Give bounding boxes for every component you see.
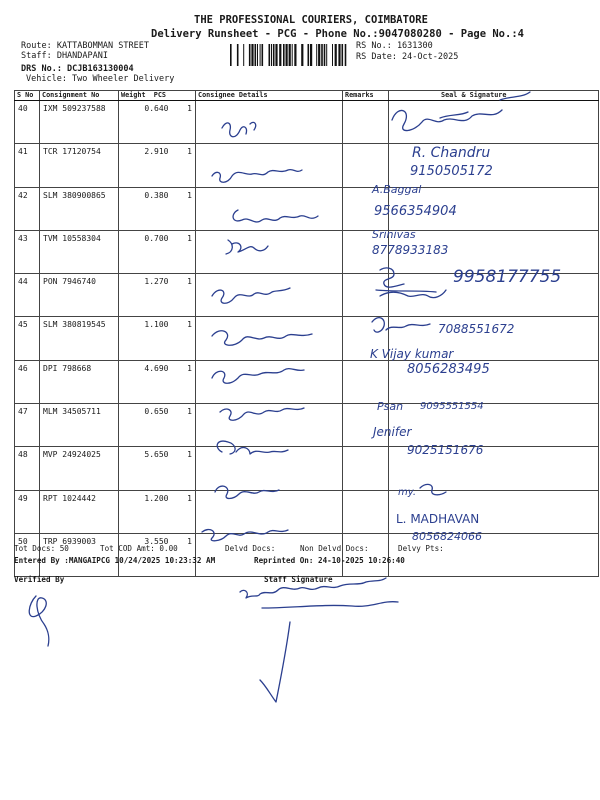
- cell-sno: 50: [15, 533, 40, 576]
- barcode-bar: [269, 44, 271, 66]
- handwriting-r43-phone: 8778933183: [372, 243, 449, 257]
- barcode-bar: [243, 44, 244, 66]
- cell-pcs: 1: [183, 274, 196, 317]
- vehicle: Vehicle: Two Wheeler Delivery: [26, 74, 175, 84]
- cell-consignee: [196, 490, 343, 533]
- handwriting-r42-phone: 9566354904: [374, 204, 457, 219]
- cell-consignment: SLM 380819545: [40, 317, 119, 360]
- handwriting-r47-phone: 9095551554: [420, 401, 484, 412]
- cell-consignee: [196, 187, 343, 230]
- verified-by-signature: [29, 596, 49, 646]
- handwriting-r50-name: L. MADHAVAN: [396, 512, 480, 526]
- cell-pcs: 1: [183, 187, 196, 230]
- handwriting-r43-name: Srinivas: [372, 228, 416, 241]
- cell-consignment: PON 7946740: [40, 274, 119, 317]
- cell-pcs: 1: [183, 533, 196, 576]
- barcode-bar: [332, 44, 333, 66]
- cell-sno: 45: [15, 317, 40, 360]
- company-title: THE PROFESSIONAL COURIERS, COIMBATORE: [194, 14, 428, 26]
- barcode-bar: [279, 44, 281, 66]
- barcode-bar: [292, 44, 293, 66]
- barcode-bar: [255, 44, 257, 66]
- barcode-bar: [230, 44, 232, 66]
- table-row: [15, 404, 599, 447]
- cell-sno: 46: [15, 360, 40, 403]
- cell-weight: 0.700: [119, 230, 183, 273]
- non-delivered-docs: Non Delvd Docs:: [300, 544, 369, 553]
- cell-consignment: TCR 17120754: [40, 144, 119, 187]
- cell-sno: 47: [15, 404, 40, 447]
- cell-weight: 0.380: [119, 187, 183, 230]
- cell-weight: 0.650: [119, 404, 183, 447]
- cell-remarks: [343, 490, 389, 533]
- cell-weight: 3.550: [119, 533, 183, 576]
- barcode-bar: [342, 44, 344, 66]
- route: Route: KATTABOMMAN STREET: [21, 41, 149, 51]
- barcode-bar: [324, 44, 326, 66]
- barcode-bar: [321, 44, 323, 66]
- barcode-bar: [289, 44, 291, 66]
- cell-weight: 2.910: [119, 144, 183, 187]
- cell-consignment: TRP 6939003: [40, 533, 119, 576]
- cell-weight: 5.650: [119, 447, 183, 490]
- barcode-bar: [301, 44, 303, 66]
- cell-remarks: [343, 360, 389, 403]
- cell-sno: 44: [15, 274, 40, 317]
- barcode-bar: [345, 44, 347, 66]
- cell-consignee: [196, 447, 343, 490]
- handwriting-r42-name: A.Baggal: [372, 183, 422, 196]
- cell-consignee: [196, 144, 343, 187]
- table-row: [15, 144, 599, 187]
- barcode-bar: [262, 44, 264, 66]
- cell-pcs: 1: [183, 101, 196, 144]
- cell-weight: 4.690: [119, 360, 183, 403]
- barcode-bar: [257, 44, 258, 66]
- verified-by-label: Verified By: [14, 575, 65, 584]
- cell-consignment: SLM 380900865: [40, 187, 119, 230]
- entered-by: Entered By :MANGAIPCG 10/24/2025 10:23:32 AM: [14, 556, 216, 565]
- cell-weight: 1.100: [119, 317, 183, 360]
- cell-weight: 1.200: [119, 490, 183, 533]
- table-row: [15, 187, 599, 230]
- cell-remarks: [343, 447, 389, 490]
- cell-consignment: TVM 10558304: [40, 230, 119, 273]
- col-weight-pcs: Weight PCS: [119, 91, 196, 101]
- cell-consignment: RPT 1024442: [40, 490, 119, 533]
- table-row: [15, 447, 599, 490]
- cell-remarks: [343, 101, 389, 144]
- barcode-bar: [283, 44, 285, 66]
- drs-number: DRS No.: DCJB163130004: [21, 64, 134, 74]
- handwriting-r47-name: Psan: [377, 400, 404, 413]
- barcode-bar: [260, 44, 261, 66]
- cell-pcs: 1: [183, 360, 196, 403]
- handwriting-r41-phone: 9150505172: [410, 164, 493, 179]
- cell-sno: 42: [15, 187, 40, 230]
- cell-pcs: 1: [183, 230, 196, 273]
- handwriting-r50-phone: 8056824066: [412, 530, 482, 543]
- staff-signature-label: Staff Signature: [264, 575, 333, 584]
- cell-seal: [389, 101, 599, 144]
- barcode-bar: [316, 44, 317, 66]
- cell-pcs: 1: [183, 490, 196, 533]
- barcode-bar: [237, 44, 239, 66]
- barcode-bar: [338, 44, 340, 66]
- cell-remarks: [343, 274, 389, 317]
- cell-sno: 49: [15, 490, 40, 533]
- table-row: [15, 490, 599, 533]
- barcode-bar: [326, 44, 327, 66]
- total-cod: Tot COD Amt: 0.00: [100, 544, 178, 553]
- col-consignment: Consignment No: [40, 91, 119, 101]
- handwriting-r46-name: K Vijay kumar: [370, 347, 454, 361]
- cell-pcs: 1: [183, 317, 196, 360]
- cell-weight: 0.640: [119, 101, 183, 144]
- cell-sno: 41: [15, 144, 40, 187]
- cell-consignment: DPI 798668: [40, 360, 119, 403]
- delivery-points: Delvy Pts:: [398, 544, 444, 553]
- cell-pcs: 1: [183, 447, 196, 490]
- barcode-bar: [310, 44, 312, 66]
- rs-date: RS Date: 24-Oct-2025: [356, 52, 459, 62]
- barcode-bar: [273, 44, 275, 66]
- staff-signature-check: [260, 622, 290, 702]
- cell-sno: 40: [15, 101, 40, 144]
- col-seal: Seal & Signature: [389, 91, 599, 101]
- cell-consignee: [196, 230, 343, 273]
- cell-consignee: [196, 101, 343, 144]
- barcode-bar: [286, 44, 288, 66]
- barcode-bar: [318, 44, 320, 66]
- cell-sno: 43: [15, 230, 40, 273]
- col-remarks: Remarks: [343, 91, 389, 101]
- col-consignee: Consignee Details: [196, 91, 343, 101]
- barcode-bar: [335, 44, 337, 66]
- handwriting-r48-name: Jenifer: [373, 425, 412, 439]
- total-docs: Tot Docs: 50: [14, 544, 69, 553]
- barcode-bar: [271, 44, 272, 66]
- col-sno: S No: [15, 91, 40, 101]
- cell-pcs: 1: [183, 404, 196, 447]
- barcode-bar: [275, 44, 277, 66]
- cell-remarks: [343, 144, 389, 187]
- delivered-docs: Delvd Docs:: [225, 544, 276, 553]
- barcode: [230, 44, 351, 66]
- runsheet-subtitle: Delivery Runsheet - PCG - Phone No.:9047080280 - Page No.:4: [151, 28, 524, 40]
- handwriting-r44-phone: 9958177755: [453, 267, 562, 287]
- cell-consignment: MVP 24924025: [40, 447, 119, 490]
- handwriting-r45-phone: 7088551672: [438, 322, 515, 336]
- cell-consignee: [196, 274, 343, 317]
- cell-consignee: [196, 360, 343, 403]
- staff: Staff: DHANDAPANI: [21, 51, 108, 61]
- cell-consignment: MLM 34505711: [40, 404, 119, 447]
- reprinted-on: Reprinted On: 24-10-2025 10:26:40: [254, 556, 405, 565]
- cell-consignee: [196, 317, 343, 360]
- table-row: [15, 360, 599, 403]
- table-row: [15, 101, 599, 144]
- rs-number: RS No.: 1631300: [356, 41, 433, 51]
- handwriting-r48-phone: 9025151676: [407, 443, 484, 457]
- handwriting-r41-name: R. Chandru: [412, 145, 491, 161]
- table-header: [15, 91, 599, 101]
- cell-pcs: 1: [183, 144, 196, 187]
- cell-consignee: [196, 404, 343, 447]
- barcode-bar: [251, 44, 253, 66]
- cell-sno: 48: [15, 447, 40, 490]
- barcode-bar: [294, 44, 296, 66]
- handwriting-r49-name: my.: [398, 487, 417, 498]
- cell-weight: 1.270: [119, 274, 183, 317]
- barcode-bar: [249, 44, 251, 66]
- handwriting-r46-phone: 8056283495: [407, 362, 490, 377]
- barcode-bar: [308, 44, 310, 66]
- cell-consignment: IXM 509237588: [40, 101, 119, 144]
